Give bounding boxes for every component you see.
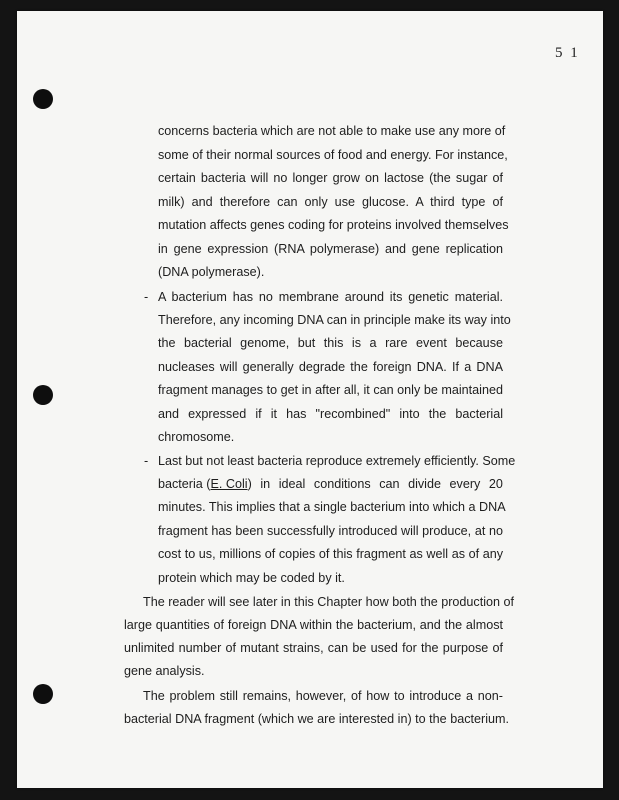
- species-name: E. Coli: [210, 477, 248, 491]
- text-line: [158, 477, 503, 491]
- text-line: and expressed if it has "recombined" into the bacterial: [158, 407, 503, 421]
- binder-hole-middle: [33, 385, 53, 405]
- text-line: (DNA polymerase).: [158, 265, 265, 279]
- text-line: large quantities of foreign DNA within the bacterium, and the almost: [124, 618, 503, 632]
- text-line: milk) and therefore can only use glucose. A third type of: [158, 195, 503, 209]
- text-line: fragment manages to get in after all, it can only be maintained: [158, 383, 503, 397]
- text-line: bacterial DNA fragment (which we are interested in) to the bacterium.: [124, 712, 509, 726]
- text-line: unlimited number of mutant strains, can be used for the purpose of: [124, 641, 503, 655]
- text-line: minutes. This implies that a single bacterium into which a DNA: [158, 500, 506, 514]
- text-word: in: [260, 477, 271, 491]
- text-line-segment: [158, 477, 252, 491]
- text-word: ideal: [278, 477, 306, 491]
- text-line: The problem still remains, however, of how to introduce a non-: [143, 689, 503, 703]
- text-word: conditions: [313, 477, 371, 491]
- bullet-dash: -: [144, 454, 149, 468]
- binder-hole-bottom: [33, 684, 53, 704]
- text-line: protein which may be coded by it.: [158, 571, 345, 585]
- text-line: nucleases will generally degrade the foreign DNA. If a DNA: [158, 360, 503, 374]
- text-line: Therefore, any incoming DNA can in principle make its way into: [158, 313, 511, 327]
- text-line: some of their normal sources of food and energy. For instance,: [158, 148, 508, 162]
- document-page: [17, 11, 603, 788]
- text-word: every: [449, 477, 481, 491]
- text-word: 20: [488, 477, 503, 491]
- text-word: can: [379, 477, 400, 491]
- text-line-after-paren: ): [247, 477, 252, 491]
- text-line: concerns bacteria which are not able to make use any more of: [158, 124, 506, 138]
- text-line: Last but not least bacteria reproduce extremely efficiently. Some: [158, 454, 516, 468]
- text-line: fragment has been successfully introduced will produce, at no: [158, 524, 503, 538]
- text-line: chromosome.: [158, 430, 235, 444]
- text-line: in gene expression (RNA polymerase) and gene replication: [158, 242, 503, 256]
- text-line: certain bacteria will no longer grow on lactose (the sugar of: [158, 171, 503, 185]
- text-line: cost to us, millions of copies of this fragment as well as of any: [158, 547, 503, 561]
- text-line-before: bacteria (: [158, 477, 211, 491]
- binder-hole-top: [33, 89, 53, 109]
- text-line: the bacterial genome, but this is a rare event because: [158, 336, 503, 350]
- text-line: mutation affects genes coding for proteins involved themselves: [158, 218, 509, 232]
- bullet-dash: -: [144, 290, 149, 304]
- text-line: A bacterium has no membrane around its genetic material.: [158, 290, 503, 304]
- text-line: The reader will see later in this Chapter how both the production of: [143, 595, 515, 609]
- page-number: 5 1: [555, 45, 580, 61]
- text-line: gene analysis.: [124, 664, 205, 678]
- text-word: divide: [408, 477, 441, 491]
